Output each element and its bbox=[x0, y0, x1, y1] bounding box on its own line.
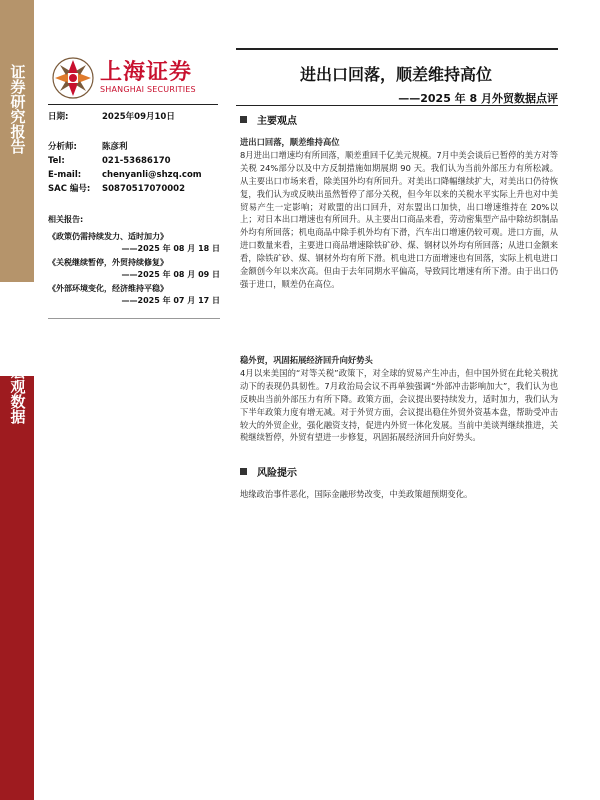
date-value: 2025年09月10日 bbox=[102, 112, 175, 122]
section-risk bbox=[240, 464, 297, 479]
meta-top-rule bbox=[48, 104, 218, 105]
analyst-block bbox=[48, 140, 223, 196]
related-heading: 相关报告: bbox=[48, 215, 84, 224]
sidebar-label-category: 宏观数据 bbox=[8, 364, 27, 424]
related-date-1: ——2025 年 08 月 18 日 bbox=[121, 244, 220, 253]
content-top-rule bbox=[236, 105, 558, 106]
paragraph-stabilize-heading: 稳外贸，巩固拓展经济回升向好势头 bbox=[240, 355, 373, 365]
analyst-value: 陈彦利 bbox=[102, 142, 128, 152]
brand-name-cn: 上海证券 bbox=[100, 60, 193, 85]
report-title: 进出口回落，顺差维持高位 bbox=[299, 65, 492, 84]
analyst-label: 分析师: bbox=[48, 142, 77, 152]
report-subtitle: ——2025 年 8 月外贸数据点评 bbox=[398, 92, 558, 105]
email-label: E-mail: bbox=[48, 170, 82, 180]
paragraph-risk-body: 地缘政治事件恶化，国际金融形势改变，中美政策超预期变化。 bbox=[240, 489, 473, 499]
related-date-3: ——2025 年 07 月 17 日 bbox=[121, 296, 220, 305]
sac-value: S0870517070002 bbox=[102, 184, 186, 194]
section-main-points-title: 主要观点 bbox=[257, 116, 297, 127]
section-main-points bbox=[240, 112, 297, 127]
sac-label: SAC 编号: bbox=[48, 184, 91, 194]
paragraph-trade-body: 8月进出口增速均有所回落，顺差重回千亿美元规模。7月中美会谈后已暂停的美方对等关税 24%部分以及中方反制措施如期展期 90 天。我们认为当前外部压力有所松减。从主要出口市场来看，除美国外均有所回升。对美出口降幅继续扩大，对美出口仍待恢复，我们认为或反映出虽然暂停了部分关税，但今年以来的关税水平实际上升也对中美贸易产生一定影响；对欧盟的出口回升，对东盟出口加快，出口增速维持在 20%以上；对日本出口增速也有所回升。从主要出口商品来看，劳动密集型产品中除纺织制品外均有所回落；机电商品中除手机外均有下滑，汽车出口增速仍较可观。进口方面，从进口数量来看，主要进口商品增速除铁矿砂、煤、钢材以外均有所回落；从进口金额来看，除铁矿砂、煤、钢材外均有所下滑。机电进口方面增速也有回落，实际上机电进口金额创今年以来次高。但由于去年同期水平偏高，导致同比增速有所下滑。由于出口仍强于进口，顺差仍在高位。 bbox=[240, 149, 558, 289]
section-risk-title: 风险提示 bbox=[257, 468, 297, 479]
related-date-2: ——2025 年 08 月 09 日 bbox=[121, 270, 220, 279]
square-bullet-icon bbox=[240, 468, 247, 475]
paragraph-trade-heading: 进出口回落，顺差维持高位 bbox=[240, 137, 340, 147]
related-title-2[interactable]: 《关税继续暂停，外贸持续修复》 bbox=[48, 258, 168, 267]
title-top-rule bbox=[236, 48, 558, 50]
logo-mark-icon bbox=[52, 57, 94, 99]
paragraph-stabilize bbox=[240, 354, 558, 444]
sidebar-bottom-band bbox=[0, 376, 34, 800]
brand-name-en: SHANGHAI SECURITIES bbox=[100, 85, 196, 94]
related-bottom-rule bbox=[48, 318, 220, 319]
sidebar-label-report-type: 证券研究报告 bbox=[8, 64, 27, 154]
date-label: 日期: bbox=[48, 112, 69, 122]
related-title-3[interactable]: 《外部环境变化，经济维持平稳》 bbox=[48, 284, 168, 293]
square-bullet-icon bbox=[240, 116, 247, 123]
related-title-1[interactable]: 《政策仍需持续发力、适时加力》 bbox=[48, 232, 168, 241]
brand-logo bbox=[52, 55, 212, 99]
email-value[interactable]: chenyanli@shzq.com bbox=[102, 170, 202, 180]
tel-label: Tel: bbox=[48, 156, 65, 166]
paragraph-risk bbox=[240, 488, 558, 501]
tel-value: 021-53686170 bbox=[102, 156, 171, 166]
date-block bbox=[48, 110, 223, 124]
paragraph-stabilize-body: 4月以来美国的“对等关税”政策下，对全球的贸易产生冲击，但中国外贸在此轮关税扰动下的表现仍具韧性。7月政治局会议不再单独强调“外部冲击影响加大”，我们认为也反映出当前外部压力有所下降。政策方面，会议提出要持续发力，适时加力，我们认为下半年政策力度有增无减。对于外贸方面，会议提出稳住外贸外资基本盘，帮助受冲击较大的外贸企业，强化融资支持，促进内外贸一体化发展。当前中美谈判继续推进，关税继续暂停，外贸有望进一步修复，巩固拓展经济回升向好势头。 bbox=[240, 367, 558, 443]
related-reports bbox=[48, 214, 220, 309]
sidebar-gap bbox=[0, 282, 34, 376]
paragraph-trade bbox=[240, 136, 558, 291]
